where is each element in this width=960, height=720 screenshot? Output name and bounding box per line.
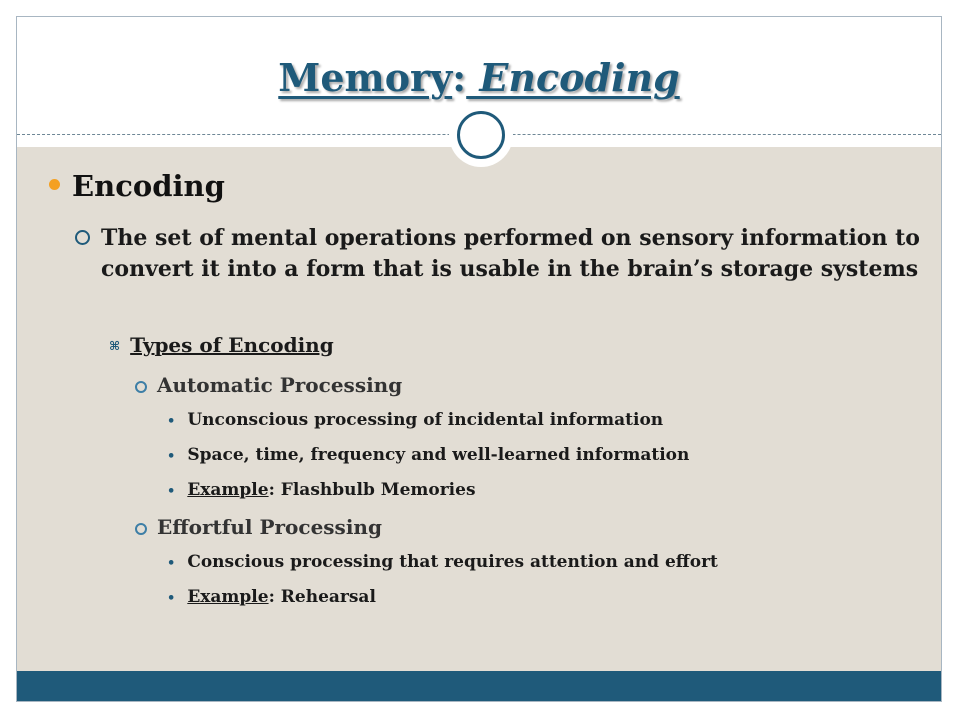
types-of-encoding: Types of Encoding (130, 333, 334, 357)
cross-bullet-icon: ⌘ (109, 339, 121, 353)
ring-bullet-icon (135, 523, 147, 535)
example-label: Example (187, 587, 269, 607)
ring-bullet-icon (135, 381, 147, 393)
example-text: : Rehearsal (268, 587, 376, 607)
slide-title (17, 55, 941, 100)
bullet-level3 (109, 333, 334, 357)
example-label: Example (187, 480, 269, 500)
automatic-label: Automatic Processing (157, 373, 403, 397)
bullet-effortful (135, 515, 382, 539)
dot-bullet-icon: • (167, 556, 176, 571)
divider-ring-icon (457, 111, 505, 159)
definition-text: The set of mental operations performed on sensory information to convert it into a form that is usable in the brain’s storage systems (101, 225, 920, 282)
automatic-item2: Space, time, frequency and well-learned information (187, 445, 690, 465)
circle-bullet-icon (75, 230, 90, 245)
title-encoding: Encoding (466, 55, 680, 100)
title-memory: Memory (278, 55, 453, 100)
list-item (167, 445, 689, 465)
slide (16, 16, 942, 702)
dot-bullet-icon: • (167, 484, 176, 499)
title-colon: : (452, 55, 467, 100)
list-item (167, 480, 476, 500)
list-item (167, 410, 663, 430)
automatic-item1: Unconscious processing of incidental information (187, 410, 664, 430)
footer-bar (17, 671, 941, 702)
list-item (167, 587, 376, 607)
dot-bullet-icon: • (167, 591, 176, 606)
list-item (167, 552, 718, 572)
heading-encoding: Encoding (72, 169, 225, 203)
example-text: : Flashbulb Memories (268, 480, 476, 500)
bullet-level1 (49, 169, 225, 203)
effortful-item1: Conscious processing that requires attention and effort (187, 552, 718, 572)
bullet-level2 (75, 223, 925, 285)
orange-bullet-icon (49, 179, 60, 190)
effortful-label: Effortful Processing (157, 515, 382, 539)
dot-bullet-icon: • (167, 414, 176, 429)
bullet-automatic (135, 373, 402, 397)
dot-bullet-icon: • (167, 449, 176, 464)
